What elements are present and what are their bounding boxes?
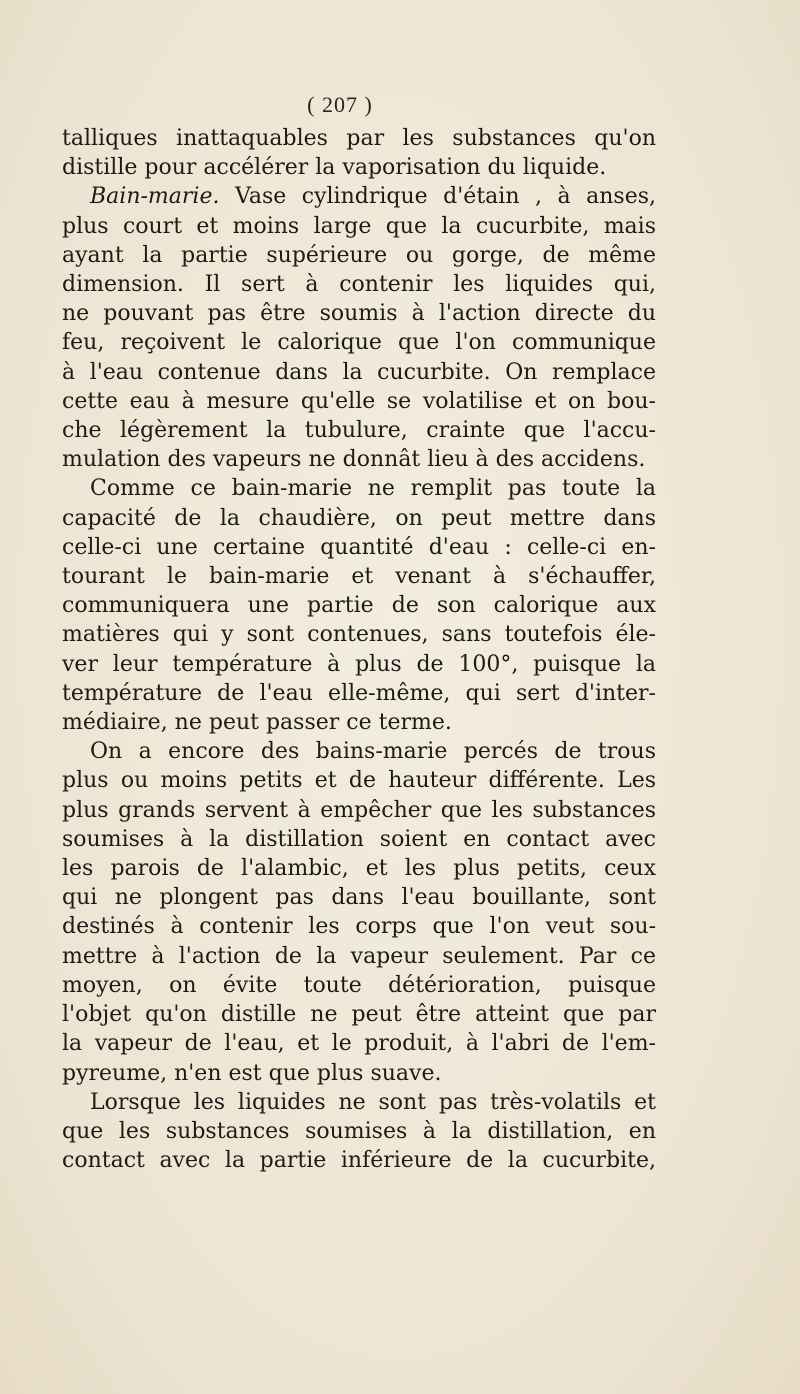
text-line-content: On a encore des bains-marie percés de trous bbox=[90, 739, 656, 765]
text-line-content: cette eau à mesure qu'elle se volatilise et on bou- bbox=[62, 388, 656, 414]
text-line bbox=[62, 825, 656, 854]
text-line-content: destinés à contenir les corps que l'on veut sou- bbox=[62, 914, 656, 940]
text-line-content: matières qui y sont contenues, sans toutefois éle- bbox=[62, 622, 656, 648]
text-line-content: talliques inattaquables par les substances qu'on bbox=[62, 126, 656, 151]
text-line bbox=[62, 387, 656, 416]
text-line bbox=[62, 708, 656, 737]
italic-term: Bain-marie. bbox=[90, 184, 220, 210]
text-line bbox=[62, 766, 656, 795]
text-line-content: ne pouvant pas être soumis à l'action directe du bbox=[62, 301, 656, 327]
text-line bbox=[62, 445, 656, 474]
text-line bbox=[62, 124, 656, 153]
text-line bbox=[62, 591, 656, 620]
body-text bbox=[62, 124, 656, 1175]
text-line-content: l'objet qu'on distille ne peut être atteint que par bbox=[62, 1002, 656, 1028]
text-line-content: Lorsque les liquides ne sont pas très-volatils et bbox=[90, 1089, 656, 1115]
text-line-content: feu, reçoivent le calorique que l'on communique bbox=[62, 330, 656, 356]
text-line-content: tourant le bain-marie et venant à s'échauffer, bbox=[62, 564, 656, 590]
text-line-content: à l'eau contenue dans la cucurbite. On remplace bbox=[62, 359, 656, 385]
text-line-content: ver leur température à plus de 100°, puisque la bbox=[62, 651, 656, 677]
text-line-content: pyreume, n'en est que plus suave. bbox=[62, 1060, 442, 1086]
text-line-content: communiquera une partie de son calorique aux bbox=[62, 593, 656, 619]
text-line-content: Comme ce bain-marie ne remplit pas toute la bbox=[90, 476, 656, 502]
text-line-content: moyen, on évite toute détérioration, puisque bbox=[62, 972, 656, 998]
text-line bbox=[62, 971, 656, 1000]
text-line-content: Vase cylindrique d'étain , à anses, bbox=[219, 184, 656, 210]
text-line-content: température de l'eau elle-même, qui sert d'inter- bbox=[62, 680, 656, 706]
text-line-content: la vapeur de l'eau, et le produit, à l'abri de l'em- bbox=[62, 1031, 656, 1057]
text-line-content: plus grands servent à empêcher que les substances bbox=[62, 797, 656, 823]
text-line bbox=[62, 854, 656, 883]
text-line bbox=[62, 912, 656, 941]
text-line bbox=[62, 562, 656, 591]
text-line-content: les parois de l'alambic, et les plus petits, ceux bbox=[62, 856, 656, 882]
text-line-content: mulation des vapeurs ne donnât lieu à des accidens. bbox=[62, 447, 646, 473]
text-line-content: plus ou moins petits et de hauteur différente. Les bbox=[62, 768, 656, 794]
text-line-content: que les substances soumises à la distillation, en bbox=[62, 1118, 656, 1144]
text-line bbox=[62, 474, 656, 503]
text-line bbox=[62, 328, 656, 357]
text-line bbox=[62, 241, 656, 270]
text-line bbox=[62, 1117, 656, 1146]
text-line bbox=[62, 1029, 656, 1058]
text-line-content: capacité de la chaudière, on peut mettre dans bbox=[62, 505, 656, 531]
text-line bbox=[62, 358, 656, 387]
text-line bbox=[62, 1000, 656, 1029]
page-number: ( 207 ) bbox=[307, 92, 373, 117]
text-line-content: plus court et moins large que la cucurbite, mais bbox=[62, 213, 656, 239]
text-line bbox=[62, 1088, 656, 1117]
text-line bbox=[62, 416, 656, 445]
text-line bbox=[62, 182, 656, 211]
text-line bbox=[62, 1146, 656, 1175]
text-line-content: dimension. Il sert à contenir les liquides qui, bbox=[62, 272, 656, 298]
text-line bbox=[62, 504, 656, 533]
text-line-content: che légèrement la tubulure, crainte que l'accu- bbox=[62, 418, 656, 444]
text-line bbox=[62, 737, 656, 766]
text-line bbox=[62, 942, 656, 971]
text-line-content: soumises à la distillation soient en contact avec bbox=[62, 826, 656, 852]
text-line-content: médiaire, ne peut passer ce terme. bbox=[62, 710, 452, 736]
text-line bbox=[62, 212, 656, 241]
text-line bbox=[62, 270, 656, 299]
text-line bbox=[62, 620, 656, 649]
text-line-content: mettre à l'action de la vapeur seulement. Par ce bbox=[62, 943, 656, 969]
text-line bbox=[62, 650, 656, 679]
text-line-content: distille pour accélérer la vaporisation du liquide. bbox=[62, 155, 607, 181]
text-line bbox=[62, 153, 656, 182]
text-line bbox=[62, 1059, 656, 1088]
text-line-content: qui ne plongent pas dans l'eau bouillante, sont bbox=[62, 885, 656, 911]
text-line bbox=[62, 679, 656, 708]
text-line-content: celle-ci une certaine quantité d'eau : celle-ci en- bbox=[62, 534, 656, 560]
text-line-content: contact avec la partie inférieure de la cucurbite, bbox=[62, 1148, 656, 1174]
text-line-content: ayant la partie supérieure ou gorge, de même bbox=[62, 242, 656, 268]
text-line bbox=[62, 796, 656, 825]
text-line bbox=[62, 299, 656, 328]
text-line bbox=[62, 533, 656, 562]
text-line bbox=[62, 883, 656, 912]
